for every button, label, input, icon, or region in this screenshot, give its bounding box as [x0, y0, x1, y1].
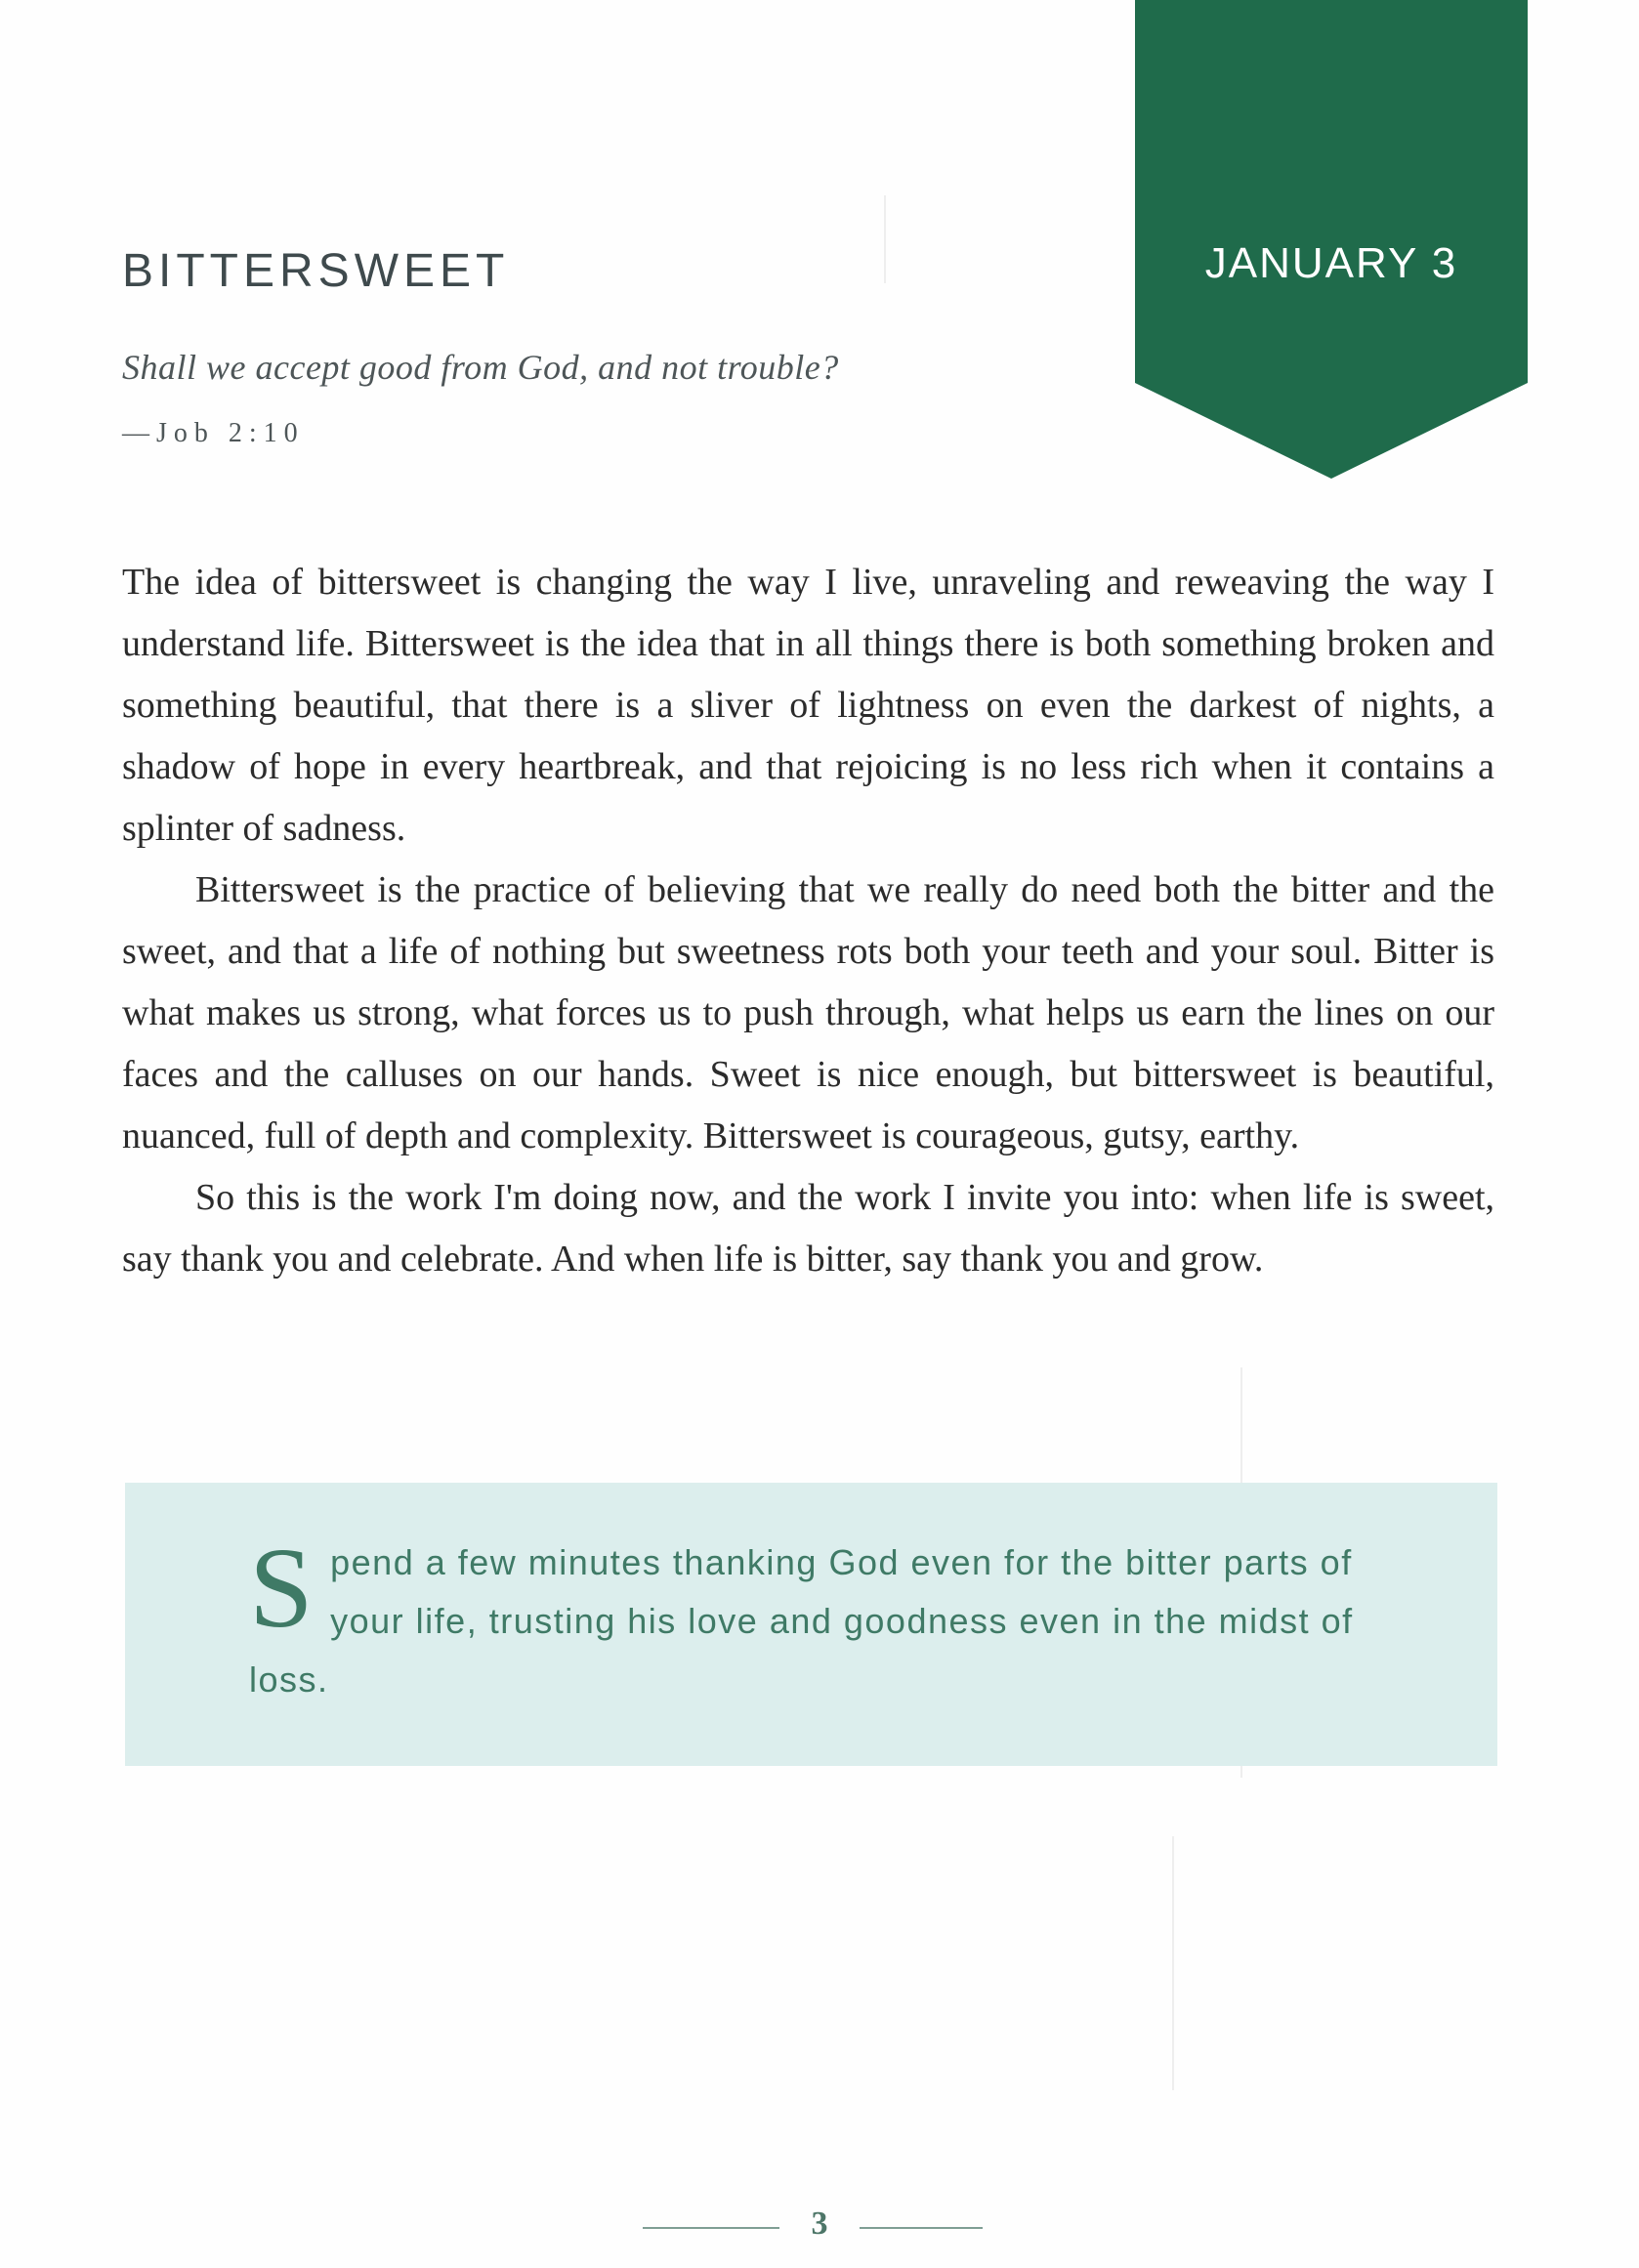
reflection-prompt-box: [125, 1483, 1497, 1766]
page-title: BITTERSWEET: [122, 245, 510, 297]
reflection-prompt-text: pend a few minutes thanking God even for the bitter parts of your life, trusting his love and goodness even in the midst of loss.: [249, 1542, 1354, 1700]
date-label: JANUARY 3: [1204, 239, 1458, 287]
epigraph-reference: —Job 2:10: [122, 418, 305, 448]
footer-rule-left: [643, 2227, 779, 2229]
body-paragraph: The idea of bittersweet is changing the way I live, unraveling and reweaving the way I understand life. Bittersweet is the idea that in all things there is both something broken and something beautiful, that there is a sliver of lightness on even the darkest of nights, a shadow of hope in every heartbreak, and that rejoicing is no less rich when it contains a splinter of sadness.: [122, 562, 1494, 849]
body-paragraph: So this is the work I'm doing now, and the work I invite you into: when life is sweet, say thank you and celebrate. And when life is bitter, say thank you and grow.: [122, 1177, 1494, 1280]
scan-crease: [884, 195, 886, 283]
page-number: 3: [811, 2205, 828, 2242]
devotional-body: [122, 552, 1494, 1290]
reflection-prompt: [249, 1524, 1402, 1709]
body-paragraph: Bittersweet is the practice of believing that we really do need both the bitter and the sweet, and that a life of nothing but sweetness rots both your teeth and your soul. Bitter is what makes us strong, what forces us to push through, what helps us earn the lines on our faces and the calluses on our hands. Sweet is nice enough, but bittersweet is beautiful, nuanced, full of depth and complexity. Bittersweet is courageous, gutsy, earthy.: [122, 869, 1494, 1156]
footer-rule-right: [860, 2227, 983, 2229]
epigraph-quote: Shall we accept good from God, and not trouble?: [122, 348, 839, 387]
scan-crease: [1172, 1836, 1174, 2090]
drop-cap: S: [249, 1524, 315, 1652]
page-footer: [0, 2207, 1639, 2247]
